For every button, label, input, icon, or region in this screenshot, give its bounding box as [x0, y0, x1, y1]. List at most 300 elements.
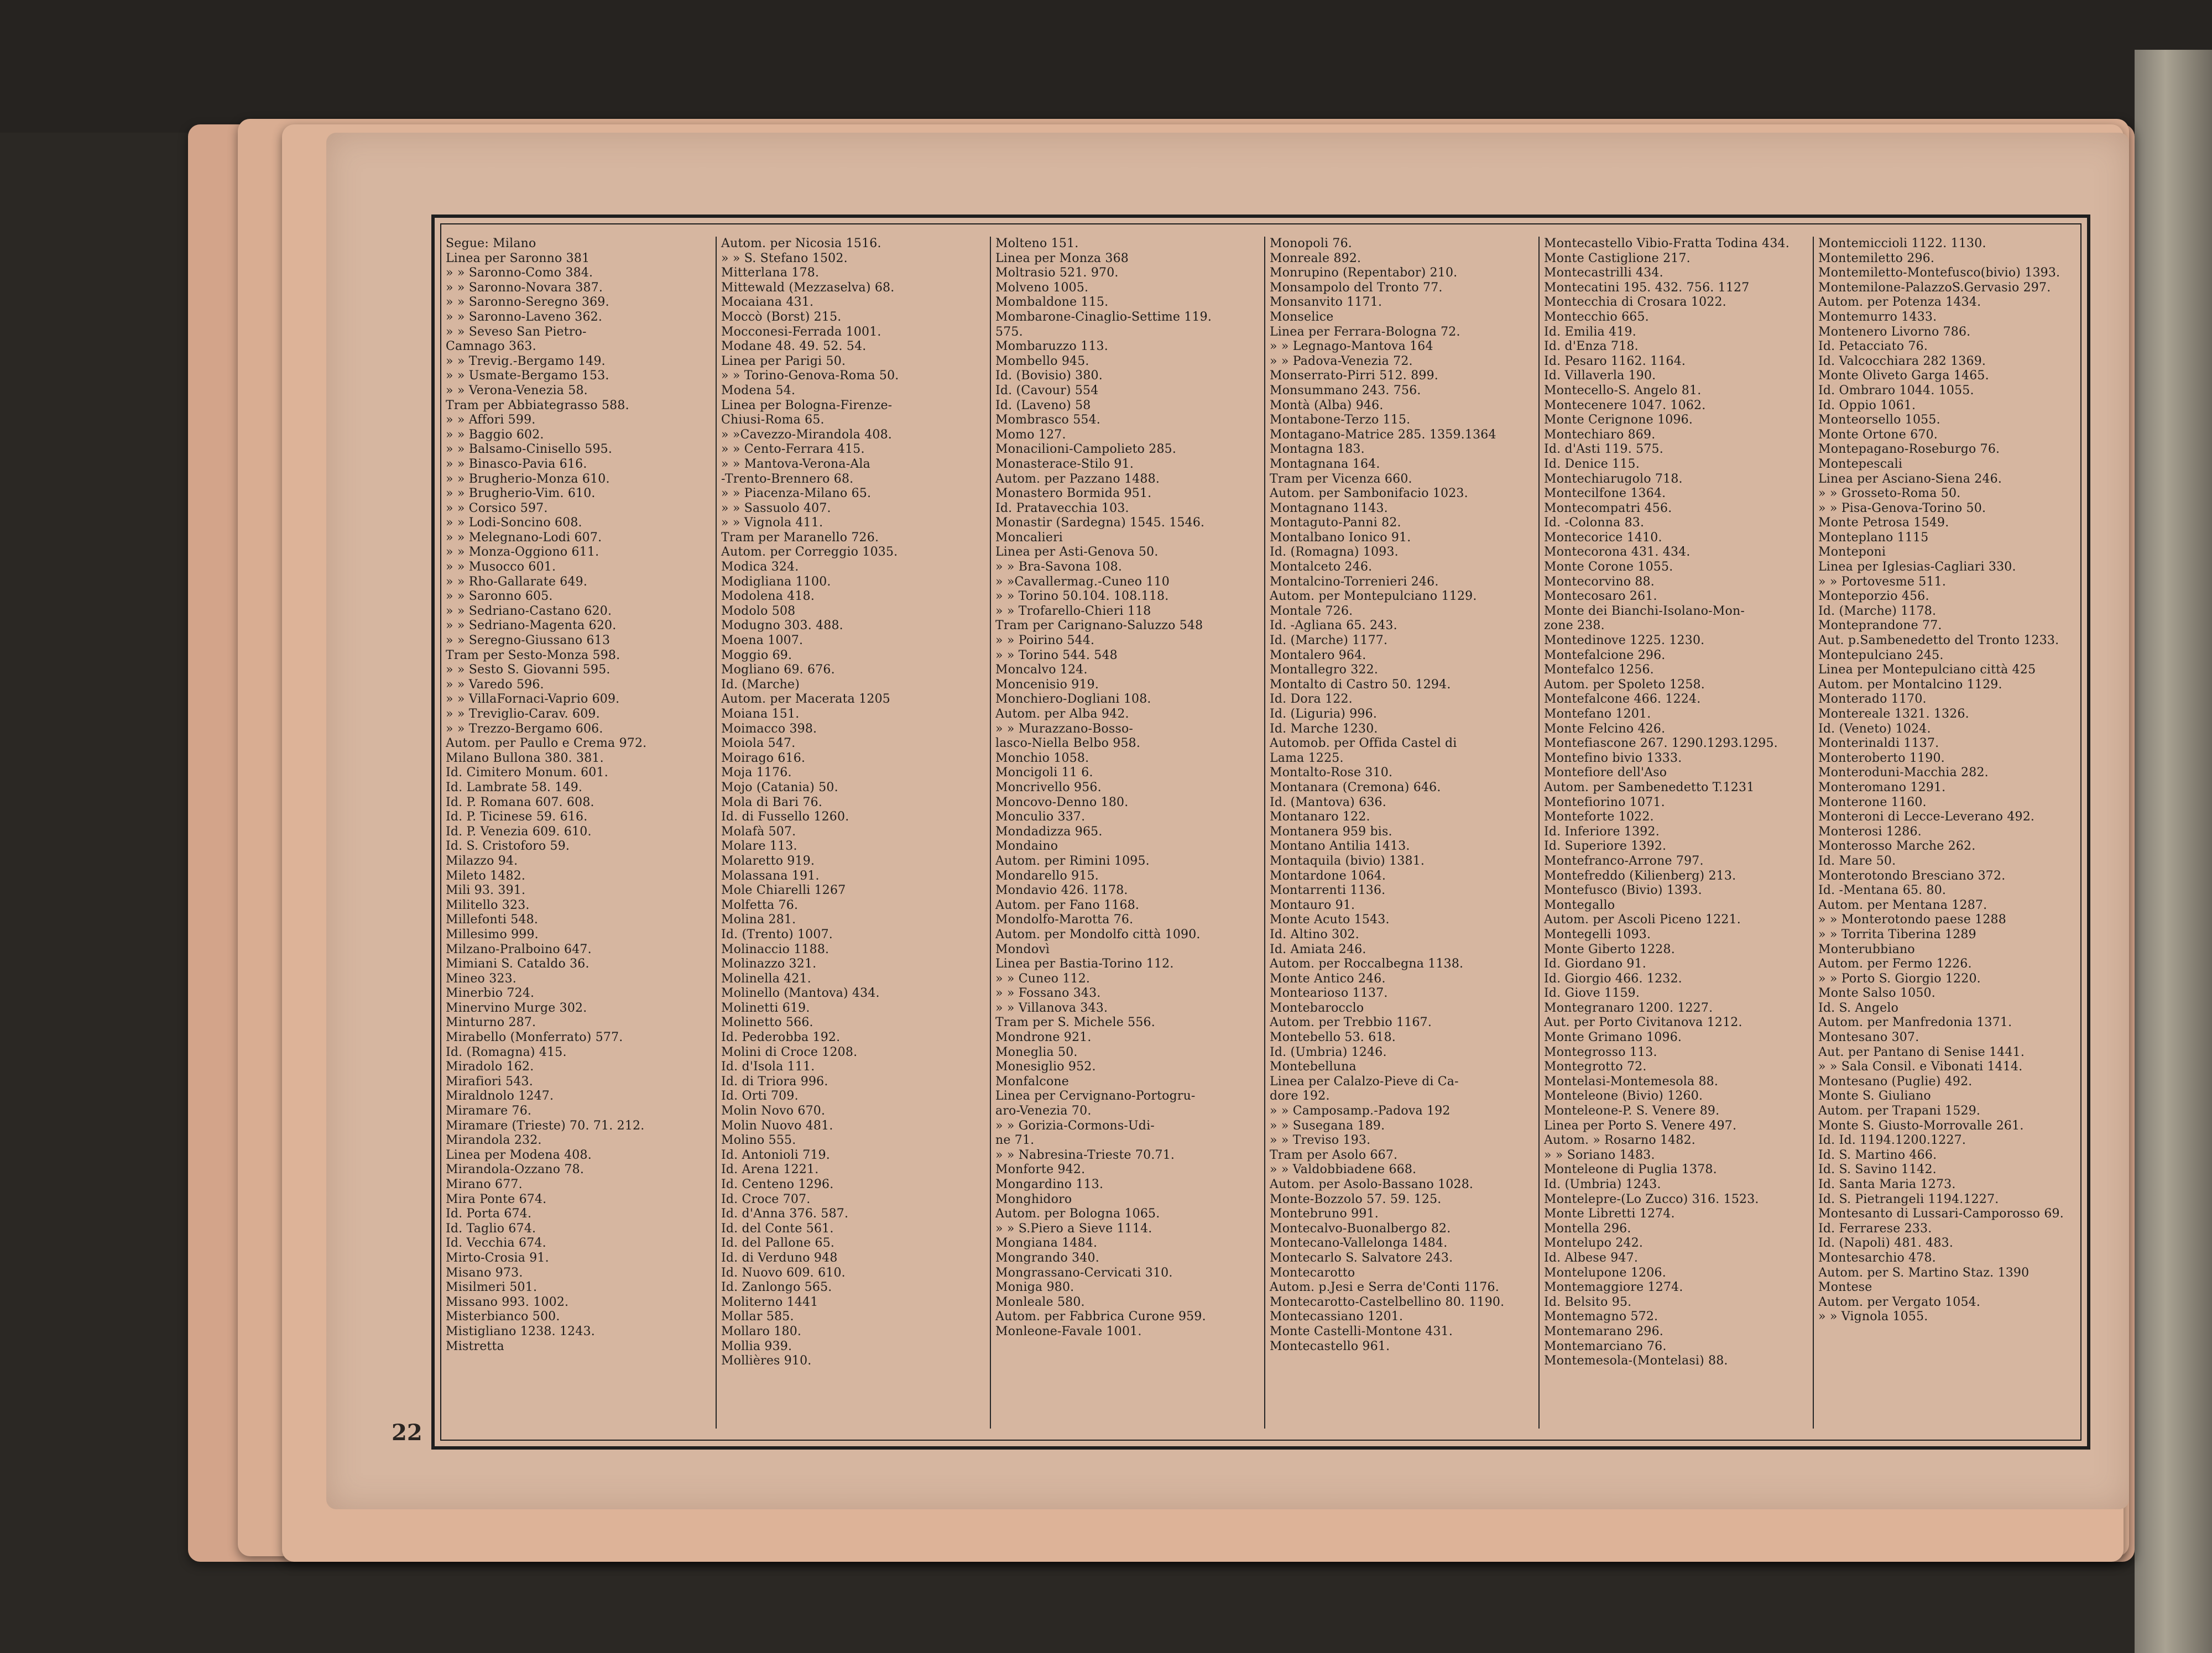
index-entry: Monteroberto 1190.: [1818, 751, 1945, 765]
index-entry: Id. del Pallone 65.: [721, 1236, 835, 1251]
index-entry: Monte Acuto 1543.: [1270, 913, 1390, 927]
index-entry: Id. P. Romana 607. 608.: [446, 795, 594, 809]
index-entry: Miramare 76.: [446, 1104, 532, 1118]
index-entry: Monleale 580.: [995, 1295, 1085, 1309]
index-entry: Moiola 547.: [721, 736, 796, 751]
index-entry: Aut. p.Sambenedetto del Tronto 1233.: [1818, 634, 2059, 648]
index-entry: Id. Orti 709.: [721, 1089, 799, 1103]
index-entry: Mondadizza 965.: [995, 824, 1103, 839]
index-table: [440, 223, 2081, 1441]
index-entry: Id. Taglio 674.: [446, 1221, 536, 1236]
index-entry: Monsampolo del Tronto 77.: [1270, 280, 1443, 295]
index-entry: Autom. per Fermo 1226.: [1818, 957, 1972, 971]
index-entry: Montaquila (bivio) 1381.: [1270, 854, 1425, 868]
index-entry: Id. S. Savino 1142.: [1818, 1163, 1937, 1177]
index-entry: Id. (Marche) 1177.: [1270, 634, 1388, 648]
index-entry: » » Brugherio-Monza 610.: [446, 472, 610, 486]
index-entry: Monteporzio 456.: [1818, 589, 1929, 604]
index-entry: Montecompatri 456.: [1544, 501, 1672, 515]
index-entry: Molaretto 919.: [721, 854, 815, 868]
index-entry: Mondaino: [995, 839, 1058, 854]
index-entry: Mongrassano-Cervicati 310.: [995, 1265, 1173, 1280]
index-entry: Id. (Romagna) 1093.: [1270, 545, 1399, 559]
index-entry: Id. Id. 1194.1200.1227.: [1818, 1133, 1966, 1148]
index-entry: Linea per Parigi 50.: [721, 354, 846, 368]
index-entry: -Trento-Brennero 68.: [721, 472, 854, 486]
index-entry: Id. Zanlongo 565.: [721, 1280, 832, 1295]
index-entry: Montefalco 1256.: [1544, 663, 1654, 677]
index-entry: Id. Nuovo 609. 610.: [721, 1265, 846, 1280]
index-entry: Id. S. Martino 466.: [1818, 1148, 1937, 1162]
index-entry: Autom. per Mondolfo città 1090.: [995, 927, 1201, 941]
index-entry: » » Fossano 343.: [995, 986, 1101, 1001]
index-entry: Montecchia di Crosara 1022.: [1544, 295, 1726, 310]
index-entry: Mili 93. 391.: [446, 883, 526, 898]
index-entry: Montecchio 665.: [1544, 310, 1649, 324]
index-entry: Monte Antico 246.: [1270, 971, 1386, 986]
index-entry: Monteroni di Lecce-Leverano 492.: [1818, 810, 2035, 824]
index-entry: Montepulciano 245.: [1818, 648, 1944, 662]
index-entry: Milano Bullona 380. 381.: [446, 751, 604, 765]
index-entry: Monte Felcino 426.: [1544, 721, 1666, 736]
index-entry: Id. Pederobba 192.: [721, 1030, 841, 1045]
index-entry: » » Trofarello-Chieri 118: [995, 604, 1151, 618]
index-entry: Id. (Laveno) 58: [995, 398, 1091, 412]
index-entry: Id. (Umbria) 1246.: [1270, 1045, 1387, 1059]
index-entry: » » Melegnano-Lodi 607.: [446, 530, 602, 545]
index-entry: Autom. » Rosarno 1482.: [1544, 1133, 1695, 1148]
index-entry: Mittewald (Mezzaselva) 68.: [721, 280, 895, 295]
index-entry: Id. (Romagna) 415.: [446, 1045, 567, 1059]
index-entry: » » Sassuolo 407.: [721, 501, 831, 515]
index-entry: Montegrotto 72.: [1544, 1060, 1647, 1074]
index-entry: Molare 113.: [721, 839, 797, 854]
index-entry: Montemarciano 76.: [1544, 1339, 1667, 1353]
index-entry: Montalceto 246.: [1270, 560, 1373, 574]
index-entry: Mollaro 180.: [721, 1324, 802, 1338]
index-entry: Mirano 677.: [446, 1178, 523, 1191]
desk-background: [0, 0, 2212, 133]
index-entry: Autom. per Roccalbegna 1138.: [1270, 957, 1464, 971]
index-entry: Monesiglio 952.: [995, 1060, 1096, 1074]
index-entry: » » Balsamo-Cinisello 595.: [446, 442, 613, 457]
index-entry: Montepescali: [1818, 457, 1903, 471]
index-entry: Monasterace-Stilo 91.: [995, 457, 1134, 471]
index-entry: » » Verona-Venezia 58.: [446, 383, 588, 397]
index-entry: Id. Belsito 95.: [1544, 1295, 1632, 1309]
index-entry: » » S.Piero a Sieve 1114.: [995, 1221, 1152, 1236]
index-entry: Linea per Ferrara-Bologna 72.: [1270, 325, 1460, 339]
index-entry: Montalcino-Torrenieri 246.: [1270, 574, 1439, 589]
index-entry: Autom. per Trebbio 1167.: [1270, 1016, 1432, 1030]
index-entry: » » Monza-Oggiono 611.: [446, 545, 599, 559]
index-entry: Montà (Alba) 946.: [1270, 398, 1384, 412]
index-entry: Molino 555.: [721, 1133, 796, 1148]
index-entry: Linea per Bastia-Torino 112.: [995, 957, 1174, 971]
index-entry: Linea per Monza 368: [995, 251, 1129, 265]
index-entry: Monastero Bormida 951.: [995, 487, 1152, 501]
index-entry: Milazzo 94.: [446, 854, 518, 868]
index-entry: Id. Arena 1221.: [721, 1163, 819, 1177]
index-entry: Montefalcione 296.: [1544, 648, 1666, 662]
index-entry: Aut. per Porto Civitanova 1212.: [1544, 1016, 1743, 1030]
index-entry: Mongardino 113.: [995, 1178, 1104, 1191]
index-entry: Molinetto 566.: [721, 1016, 813, 1030]
index-entry: » » Cento-Ferrara 415.: [721, 442, 865, 457]
index-entry: Montereale 1321. 1326.: [1818, 707, 1969, 721]
index-entry: Linea per Porto S. Venere 497.: [1544, 1118, 1737, 1133]
index-entry: Montecenere 1047. 1062.: [1544, 398, 1706, 412]
index-entry: » » Sesto S. Giovanni 595.: [446, 663, 611, 677]
index-entry: Militello 323.: [446, 898, 530, 912]
index-entry: zone 238.: [1544, 619, 1605, 633]
index-entry: » » Treviso 193.: [1270, 1133, 1371, 1148]
index-entry: 575.: [995, 325, 1023, 339]
index-entry: Montale 726.: [1270, 604, 1353, 618]
index-entry: » » Brugherio-Vim. 610.: [446, 487, 596, 501]
index-entry: Monteromano 1291.: [1818, 780, 1946, 794]
index-entry: Miradolo 162.: [446, 1060, 534, 1074]
index-entry: » » Trevig.-Bergamo 149.: [446, 354, 606, 368]
index-entry: » » Sala Consil. e Vibonati 1414.: [1818, 1060, 2023, 1074]
index-entry: Id. Vecchia 674.: [446, 1236, 546, 1251]
index-entry: Monte Castelli-Montone 431.: [1270, 1324, 1453, 1338]
index-entry: Montebello 53. 618.: [1270, 1030, 1396, 1045]
index-entry: Montalto-Rose 310.: [1270, 766, 1393, 780]
index-entry: Id. -Agliana 65. 243.: [1270, 619, 1397, 633]
index-entry: Id. Altino 302.: [1270, 927, 1359, 941]
index-entry: Linea per Iglesias-Cagliari 330.: [1818, 560, 2016, 574]
index-entry: Autom. p.Jesi e Serra de'Conti 1176.: [1270, 1280, 1499, 1295]
index-entry: Montella 296.: [1544, 1221, 1631, 1236]
index-entry: Molassana 191.: [721, 869, 820, 883]
index-entry: Monreale 892.: [1270, 251, 1361, 265]
index-entry: Monculio 337.: [995, 810, 1086, 824]
index-entry: Tram per Carignano-Saluzzo 548: [995, 619, 1203, 633]
index-entry: Montemagno 572.: [1544, 1310, 1658, 1324]
index-entry: Id. Inferiore 1392.: [1544, 824, 1660, 839]
index-entry: Monteleone (Bivio) 1260.: [1544, 1089, 1703, 1103]
index-entry: Montecarotto-Castelbellino 80. 1190.: [1270, 1295, 1505, 1309]
index-entry: Autom. per Rimini 1095.: [995, 854, 1150, 868]
index-entry: » » Varedo 596.: [446, 677, 544, 692]
index-entry: Monte dei Bianchi-Isolano-Mon-: [1544, 604, 1745, 618]
index-entry: Molteno 151.: [995, 237, 1079, 250]
index-entry: Montalbano Ionico 91.: [1270, 530, 1411, 545]
index-entry: » » VillaFornaci-Vaprio 609.: [446, 692, 620, 707]
index-entry: Id. (Bovisio) 380.: [995, 369, 1103, 383]
index-entry: Autom. per Potenza 1434.: [1818, 295, 1981, 310]
index-entry: Id. Marche 1230.: [1270, 721, 1378, 736]
index-entry: Mongrando 340.: [995, 1251, 1099, 1265]
index-entry: Montemiccioli 1122. 1130.: [1818, 237, 1986, 250]
index-entry: Tram per Maranello 726.: [721, 530, 879, 545]
index-entry: Linea per Modena 408.: [446, 1148, 592, 1162]
index-entry: Montemarano 296.: [1544, 1324, 1664, 1338]
index-entry: Mirandola-Ozzano 78.: [446, 1163, 585, 1177]
index-column-4: [1264, 237, 1538, 1429]
index-entry: Montese: [1818, 1280, 1872, 1295]
index-entry: Autom. per Trapani 1529.: [1818, 1104, 1981, 1118]
index-entry: » » Bra-Savona 108.: [995, 560, 1123, 574]
index-entry: » » Saronno-Seregno 369.: [446, 295, 609, 310]
index-entry: Modane 48. 49. 52. 54.: [721, 339, 867, 354]
index-entry: Id. di Triora 996.: [721, 1074, 828, 1089]
index-entry: Moimacco 398.: [721, 721, 817, 736]
index-entry: Moggio 69.: [721, 648, 792, 662]
index-entry: Montefiore dell'Aso: [1544, 766, 1667, 780]
index-entry: Montefranco-Arrone 797.: [1544, 854, 1704, 868]
index-entry: Id. d'Asti 119. 575.: [1544, 442, 1663, 457]
index-entry: Autom. per Mentana 1287.: [1818, 898, 1987, 912]
index-entry: Mombrasco 554.: [995, 413, 1100, 427]
index-entry: Montelasi-Montemesola 88.: [1544, 1074, 1719, 1089]
index-entry: Id. Ombraro 1044. 1055.: [1818, 383, 1974, 397]
index-entry: Monfalcone: [995, 1074, 1069, 1089]
index-entry: Montemiletto 296.: [1818, 251, 1935, 265]
index-entry: Montegelli 1093.: [1544, 927, 1651, 941]
index-entry: Modigliana 1100.: [721, 574, 831, 589]
index-entry: Montecarlo S. Salvatore 243.: [1270, 1251, 1453, 1265]
index-entry: Miraldnolo 1247.: [446, 1089, 554, 1103]
index-entry: Montemesola-(Montelasi) 88.: [1544, 1354, 1728, 1368]
index-entry: Id. Croce 707.: [721, 1192, 811, 1206]
index-entry: » » Camposamp.-Padova 192: [1270, 1104, 1451, 1118]
index-entry: dore 192.: [1270, 1089, 1330, 1103]
index-entry: Monleone-Favale 1001.: [995, 1324, 1142, 1338]
index-entry: Tram per S. Michele 556.: [995, 1016, 1155, 1030]
index-entry: Moccò (Borst) 215.: [721, 310, 842, 324]
index-entry: Missano 993. 1002.: [446, 1295, 569, 1309]
index-entry: Milzano-Pralboino 647.: [446, 942, 592, 956]
index-entry: Mistretta: [446, 1339, 504, 1353]
index-entry: » » Saronno 605.: [446, 589, 553, 604]
index-entry: Id. d'Enza 718.: [1544, 339, 1639, 354]
index-entry: Modena 54.: [721, 383, 796, 397]
index-entry: Id. d'Isola 111.: [721, 1060, 815, 1074]
index-entry: Tram per Vicenza 660.: [1270, 472, 1412, 486]
index-entry: Monteprandone 77.: [1818, 619, 1942, 633]
index-entry: Montegranaro 1200. 1227.: [1544, 1001, 1713, 1015]
index-entry: Montagnano 1143.: [1270, 501, 1388, 515]
index-entry: Montebelluna: [1270, 1060, 1357, 1074]
index-entry: » » Porto S. Giorgio 1220.: [1818, 971, 1981, 986]
index-entry: Id. S. Angelo: [1818, 1001, 1899, 1015]
index-entry: Molini di Croce 1208.: [721, 1045, 858, 1059]
index-entry: Id. Santa Maria 1273.: [1818, 1178, 1956, 1191]
index-entry: Monte S. Giuliano: [1818, 1089, 1931, 1103]
index-entry: » » Usmate-Bergamo 153.: [446, 369, 609, 383]
index-entry: Mondolfo-Marotta 76.: [995, 913, 1134, 927]
index-entry: » » Saronno-Como 384.: [446, 266, 593, 280]
index-entry: Mollia 939.: [721, 1339, 792, 1353]
index-entry: Mistigliano 1238. 1243.: [446, 1324, 595, 1338]
index-entry: Monrupino (Repentabor) 210.: [1270, 266, 1458, 280]
index-entry: Montemurro 1433.: [1818, 310, 1937, 324]
index-entry: Molinello (Mantova) 434.: [721, 986, 880, 1001]
index-entry: Monselice: [1270, 310, 1334, 324]
index-entry: Montaguto-Panni 82.: [1270, 516, 1401, 530]
index-entry: Monchio 1058.: [995, 751, 1089, 765]
index-entry: » » Portovesme 511.: [1818, 574, 1947, 589]
index-entry: Misano 973.: [446, 1265, 523, 1280]
index-entry: Montelepre-(Lo Zucco) 316. 1523.: [1544, 1192, 1759, 1206]
index-entry: Molina 281.: [721, 913, 796, 927]
index-entry: Id. (Marche) 1178.: [1818, 604, 1937, 618]
index-entry: Id. Dora 122.: [1270, 692, 1353, 707]
index-entry: » » Lodi-Soncino 608.: [446, 516, 582, 530]
index-entry: Montepagano-Roseburgo 76.: [1818, 442, 2000, 457]
index-entry: Monforte 942.: [995, 1163, 1086, 1177]
index-entry: » » Legnago-Mantova 164: [1270, 339, 1433, 354]
index-entry: Montesano (Puglie) 492.: [1818, 1074, 1973, 1089]
index-entry: Autom. per Sambenedetto T.1231: [1544, 780, 1755, 794]
index-entry: Montemilone-PalazzoS.Gervasio 297.: [1818, 280, 2051, 295]
index-entry: Montechiarugolo 718.: [1544, 472, 1683, 486]
index-entry: Tram per Asolo 667.: [1270, 1148, 1398, 1162]
index-entry: » » Soriano 1483.: [1544, 1148, 1655, 1162]
index-entry: Monterone 1160.: [1818, 795, 1927, 809]
index-entry: Autom. per Asolo-Bassano 1028.: [1270, 1178, 1474, 1191]
index-entry: » » Seveso San Pietro-: [446, 325, 587, 339]
index-entry: Monte Libretti 1274.: [1544, 1207, 1675, 1221]
index-entry: Montecosaro 261.: [1544, 589, 1657, 604]
index-entry: Mojo (Catania) 50.: [721, 780, 838, 794]
index-entry: Id. Pesaro 1162. 1164.: [1544, 354, 1686, 368]
index-entry: Mombaruzzo 113.: [995, 339, 1108, 354]
index-entry: » » Rho-Gallarate 649.: [446, 574, 588, 589]
index-entry: Id. S. Pietrangeli 1194.1227.: [1818, 1192, 1999, 1206]
index-entry: » » Baggio 602.: [446, 427, 544, 442]
index-entry: Monterotondo Bresciano 372.: [1818, 869, 2006, 883]
index-entry: Monte Salso 1050.: [1818, 986, 1936, 1001]
index-entry: Linea per Asciano-Siena 246.: [1818, 472, 2002, 486]
index-frame: [431, 215, 2090, 1450]
index-entry: Linea per Montepulciano città 425: [1818, 663, 2036, 677]
index-entry: Mola di Bari 76.: [721, 795, 823, 809]
index-entry: Id. di Fussello 1260.: [721, 810, 849, 824]
index-entry: Mileto 1482.: [446, 869, 526, 883]
index-entry: Moiana 151.: [721, 707, 800, 721]
index-entry: » » Pisa-Genova-Torino 50.: [1818, 501, 1986, 515]
index-entry: » » Treviglio-Carav. 609.: [446, 707, 600, 721]
index-entry: Mombaldone 115.: [995, 295, 1109, 310]
index-entry: Id. (Mantova) 636.: [1270, 795, 1386, 809]
index-entry: Montauro 91.: [1270, 898, 1355, 912]
index-entry: Id. Antonioli 719.: [721, 1148, 831, 1162]
index-entry: Monteplano 1115: [1818, 530, 1929, 545]
index-entry: » » Torino 50.104. 108.118.: [995, 589, 1169, 604]
index-entry: » » Grosseto-Roma 50.: [1818, 487, 1961, 501]
index-entry: Misilmeri 501.: [446, 1280, 538, 1295]
index-entry: Modolena 418.: [721, 589, 815, 604]
index-entry: » » Saronno-Laveno 362.: [446, 310, 603, 324]
index-entry: » » Poirino 544.: [995, 634, 1095, 648]
index-entry: Modolo 508: [721, 604, 796, 618]
index-entry: Moltrasio 521. 970.: [995, 266, 1119, 280]
index-entry: Id. P. Venezia 609. 610.: [446, 824, 592, 839]
index-entry: Id. Superiore 1392.: [1544, 839, 1667, 854]
index-entry: Id. (Veneto) 1024.: [1818, 721, 1931, 736]
index-entry: Id. -Mentana 65. 80.: [1818, 883, 1947, 898]
index-entry: Moncrivello 956.: [995, 780, 1102, 794]
index-entry: Monte Giberto 1228.: [1544, 942, 1675, 956]
index-entry: Montenero Livorno 786.: [1818, 325, 1971, 339]
index-entry: » » Seregno-Giussano 613: [446, 634, 611, 648]
index-entry: Montanaro 122.: [1270, 810, 1370, 824]
index-entry: Montefino bivio 1333.: [1544, 751, 1682, 765]
index-entry: Id. Albese 947.: [1544, 1251, 1639, 1265]
index-entry: » » Sedriano-Castano 620.: [446, 604, 612, 618]
index-entry: Montecorona 431. 434.: [1544, 545, 1691, 559]
index-column-6: [1813, 237, 2087, 1429]
index-entry: Moncalvo 124.: [995, 663, 1088, 677]
index-entry: Autom. per Fabbrica Curone 959.: [995, 1310, 1206, 1324]
index-entry: Montecatini 195. 432. 756. 1127: [1544, 280, 1750, 295]
index-entry: Monteroduni-Macchia 282.: [1818, 766, 1989, 780]
index-entry: Autom. per Correggio 1035.: [721, 545, 898, 559]
index-entry: Millefonti 548.: [446, 913, 539, 927]
index-entry: Lama 1225.: [1270, 751, 1344, 765]
index-entry: Autom. per Bologna 1065.: [995, 1207, 1160, 1221]
index-entry: Id. Emilia 419.: [1544, 325, 1636, 339]
index-entry: » »Cavallermag.-Cuneo 110: [995, 574, 1170, 589]
index-entry: Mogliano 69. 676.: [721, 663, 835, 677]
index-entry: » » Murazzano-Bosso-: [995, 721, 1134, 736]
index-entry: » » Villanova 343.: [995, 1001, 1108, 1015]
index-entry: » » Torino 544. 548: [995, 648, 1118, 662]
index-entry: Modica 324.: [721, 560, 799, 574]
index-entry: Montabone-Terzo 115.: [1270, 413, 1411, 427]
index-entry: Id. P. Ticinese 59. 616.: [446, 810, 588, 824]
index-entry: Autom. per Vergato 1054.: [1818, 1295, 1981, 1309]
index-entry: lasco-Niella Belbo 958.: [995, 736, 1141, 751]
index-entry: Monteorsello 1055.: [1818, 413, 1940, 427]
index-entry: Id. Mare 50.: [1818, 854, 1896, 868]
index-entry: Montalto di Castro 50. 1294.: [1270, 677, 1451, 692]
index-entry: Montalero 964.: [1270, 648, 1366, 662]
index-entry: Autom. per Montalcino 1129.: [1818, 677, 2002, 692]
index-entry: Id. Valcocchiara 282 1369.: [1818, 354, 1986, 368]
index-entry: » »Cavezzo-Mirandola 408.: [721, 427, 892, 442]
index-entry: Autom. per Paullo e Crema 972.: [446, 736, 647, 751]
index-entry: Id. Giorgio 466. 1232.: [1544, 971, 1682, 986]
index-entry: Mirandola 232.: [446, 1133, 542, 1148]
index-entry: Moncigoli 11 6.: [995, 766, 1093, 780]
index-entry: Montanara (Cremona) 646.: [1270, 780, 1441, 794]
index-entry: » » Susegana 189.: [1270, 1118, 1385, 1133]
index-entry: Millesimo 999.: [446, 927, 539, 941]
index-entry: Momo 127.: [995, 427, 1066, 442]
index-entry: Minturno 287.: [446, 1016, 536, 1030]
index-entry: Id. (Trento) 1007.: [721, 927, 833, 941]
index-entry: Montecassiano 1201.: [1270, 1310, 1404, 1324]
index-entry: Monterado 1170.: [1818, 692, 1927, 707]
index-entry: Modugno 303. 488.: [721, 619, 843, 633]
index-entry: » » Piacenza-Milano 65.: [721, 487, 872, 501]
index-entry: Id. (Napoli) 481. 483.: [1818, 1236, 1954, 1251]
index-entry: Autom. per Macerata 1205: [721, 692, 890, 707]
index-entry: Monacilioni-Campolieto 285.: [995, 442, 1177, 457]
index-entry: Montecorice 1410.: [1544, 530, 1662, 545]
index-entry: » » Torino-Genova-Roma 50.: [721, 369, 899, 383]
index-entry: » » Valdobbiadene 668.: [1270, 1163, 1417, 1177]
index-entry: Monterosso Marche 262.: [1818, 839, 1976, 854]
index-entry: Montesano 307.: [1818, 1030, 1919, 1045]
index-entry: Linea per Calalzo-Pieve di Ca-: [1270, 1074, 1459, 1089]
index-entry: Id. (Cavour) 554: [995, 383, 1099, 397]
index-entry: Montelupo 242.: [1544, 1236, 1644, 1251]
